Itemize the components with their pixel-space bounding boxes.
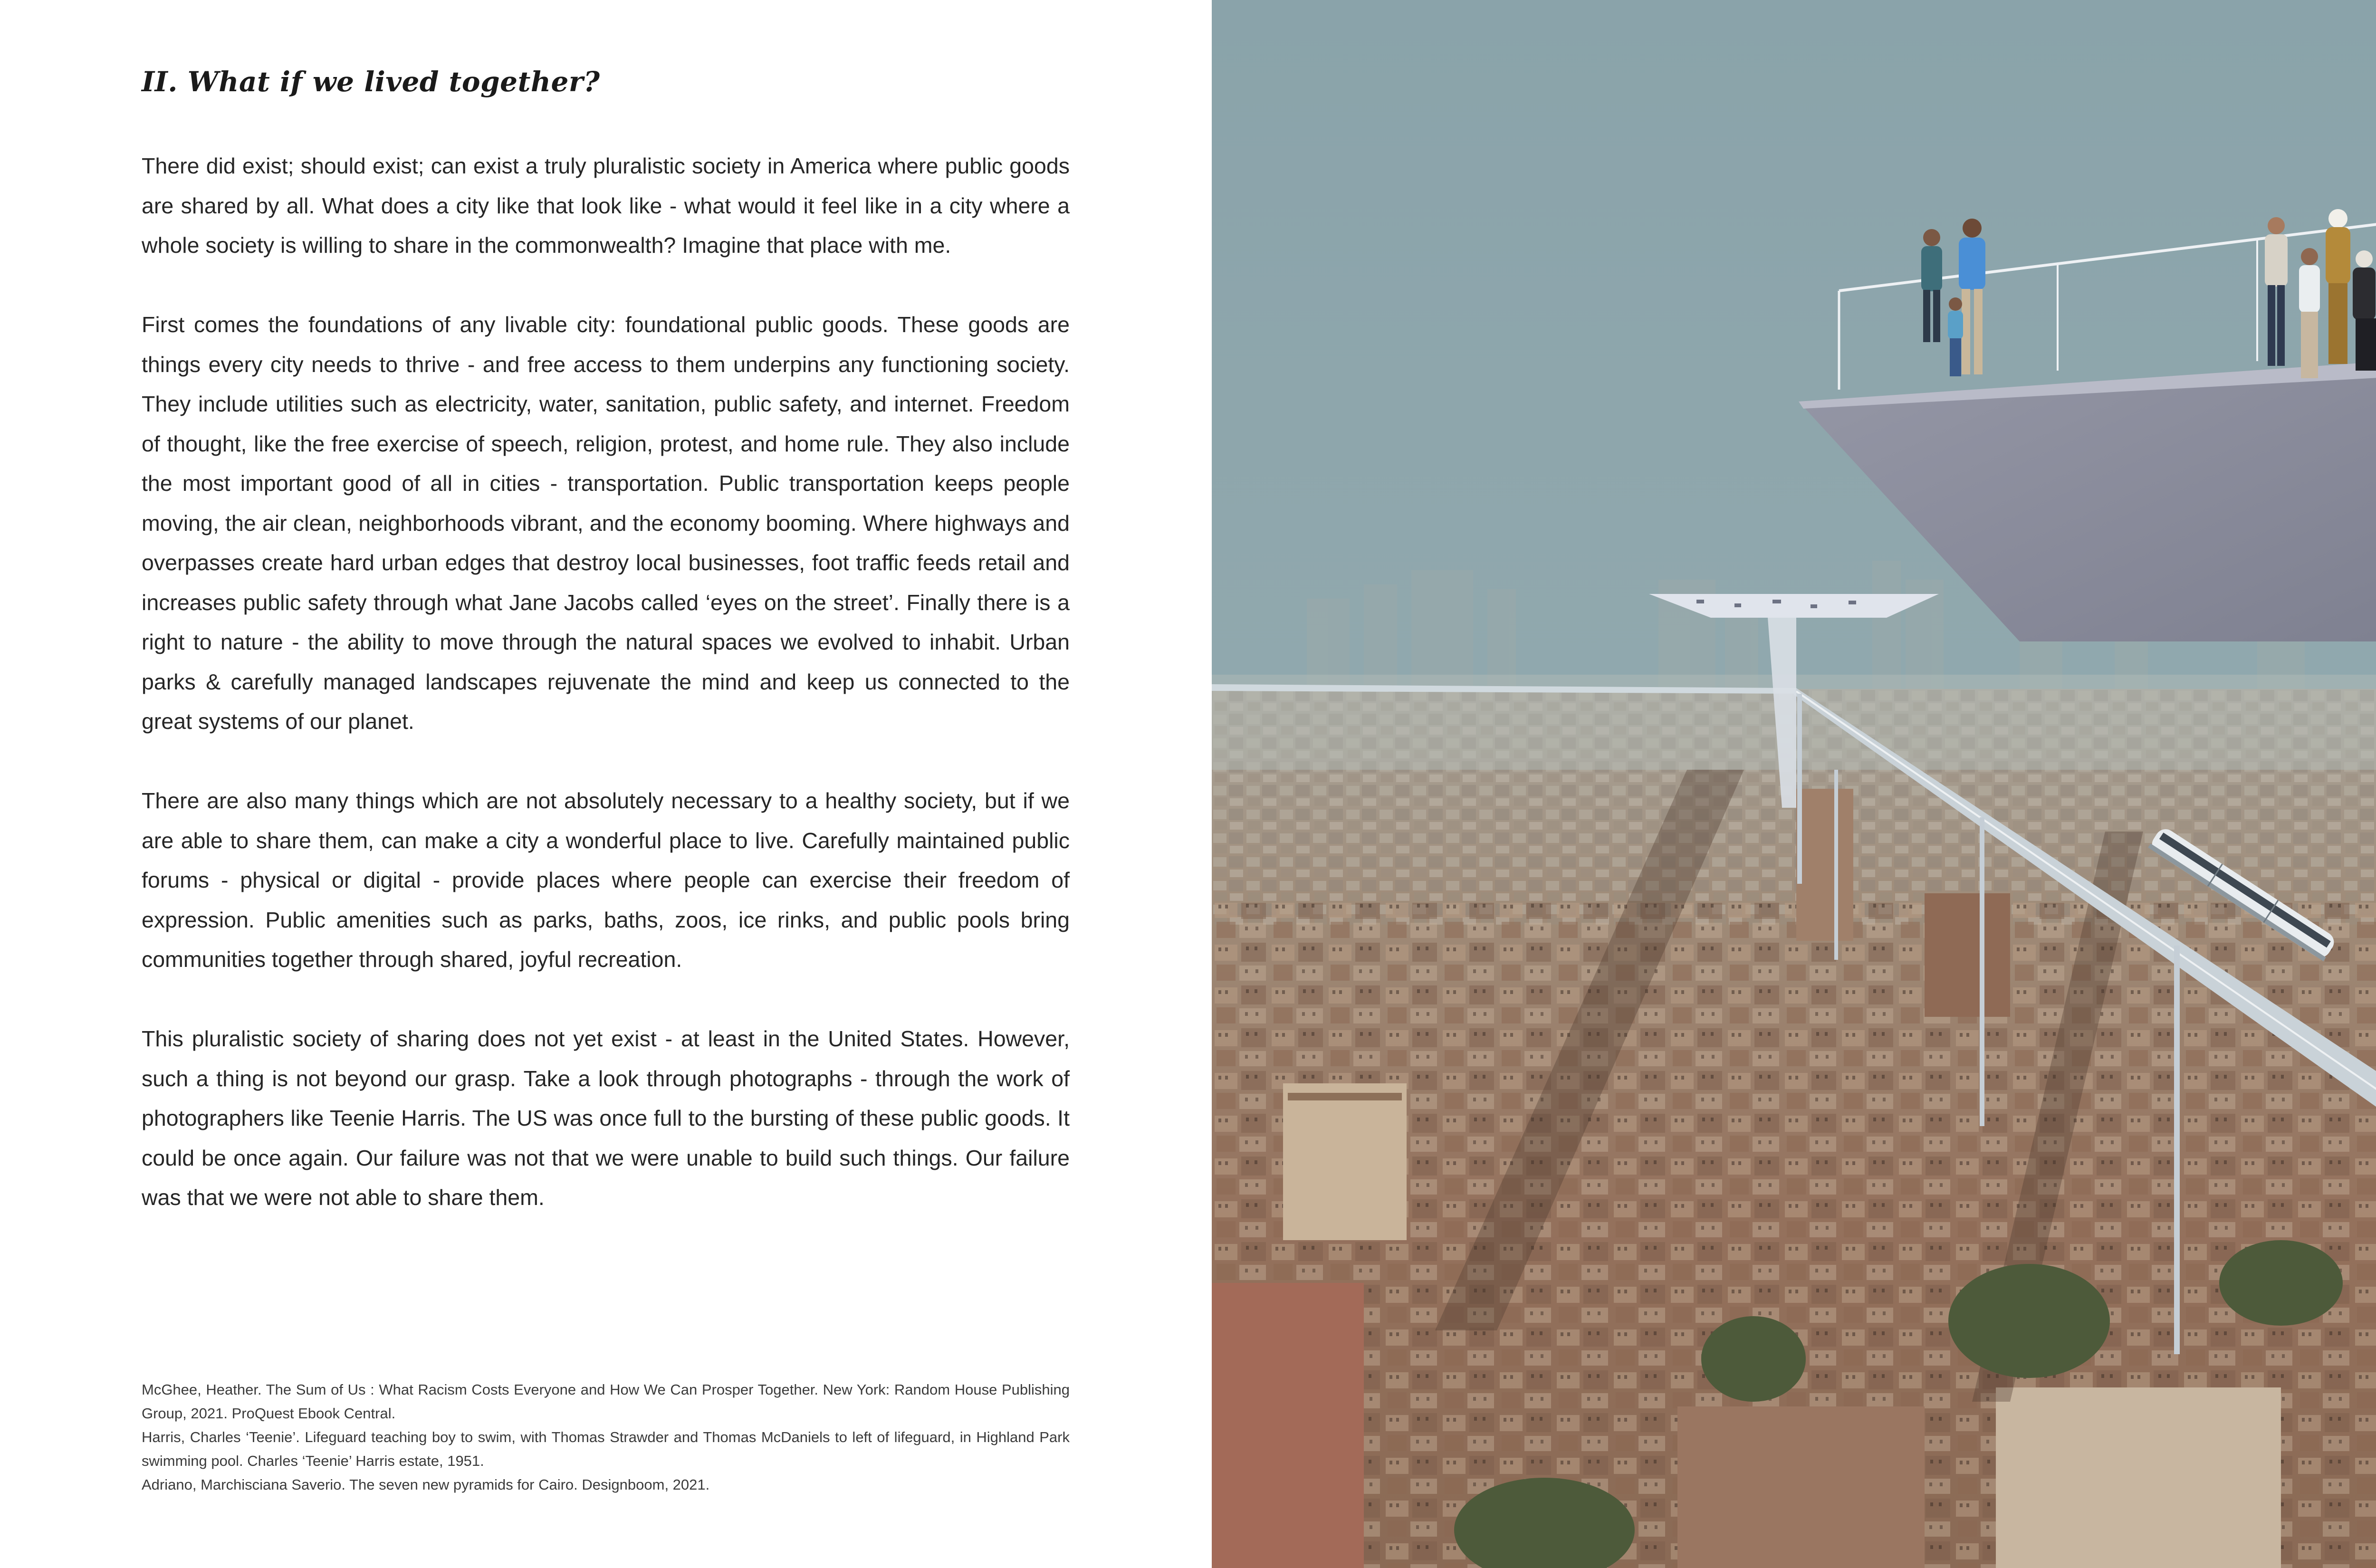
paragraph: This pluralistic society of sharing does not yet exist - at least in the United States. However, such a thing is not beyond our grasp. Take a look through photographs - through the work of photographers like Teenie Harris. The US was once full to the bursting of these public goods. It could be once again. Our failure was not that we were unable to build such things. Our failure was that we were not able to share them. xyxy=(142,1026,1070,1210)
body-text xyxy=(142,146,1070,1257)
paragraph: There are also many things which are not absolutely necessary to a healthy society, but if we are able to share them, can make a city a wonderful place to live. Carefully maintained public forums - physical or digital - provide places where people can exercise their freedom of expression. Public amenities such as parks, baths, zoos, ice rinks, and public pools bring communities together through shared, joyful recreation. xyxy=(142,788,1070,972)
reference-item: McGhee, Heather. The Sum of Us : What Racism Costs Everyone and How We Can Prosper Together. New York: Random House Publishing Group, 2021. ProQuest Ebook Central. xyxy=(142,1381,1070,1422)
illustration-page xyxy=(1212,0,2376,1568)
reference-item: Harris, Charles ‘Teenie’. Lifeguard teaching boy to swim, with Thomas Strawder and Thomas McDaniels to left of lifeguard, in Highland Park swimming pool. Charles ‘Teenie’ Harris estate, 1951. xyxy=(142,1429,1070,1469)
references xyxy=(142,1378,1070,1497)
reference-item: Adriano, Marchisciana Saverio. The seven new pyramids for Cairo. Designboom, 2021. xyxy=(142,1476,710,1493)
city-collage-image xyxy=(1212,0,2376,1568)
paragraph: First comes the foundations of any livable city: foundational public goods. These goods are things every city needs to thrive - and free access to them underpins any functioning society. They include utilities such as electricity, water, sanitation, public safety, and internet. Freedom of thought, like the free exercise of speech, religion, protest, and home rule. They also include the most important good of all in cities - transportation. Public transportation keeps people moving, the air clean, neighborhoods vibrant, and the economy booming. Where highways and overpasses create hard urban edges that destroy local businesses, foot traffic feeds retail and increases public safety through what Jane Jacobs called ‘eyes on the street’. Finally there is a right to nature - the ability to move through the natural spaces we evolved to inhabit. Urban parks & carefully managed landscapes rejuvenate the mind and keep us connected to the great systems of our planet. xyxy=(142,312,1070,734)
paragraph: There did exist; should exist; can exist a truly pluralistic society in America where public goods are shared by all. What does a city like that look like - what would it feel like in a city where a whole society is willing to share in the commonwealth? Imagine that place with me. xyxy=(142,153,1070,258)
section-title: II. What if we lived together? xyxy=(142,66,600,98)
